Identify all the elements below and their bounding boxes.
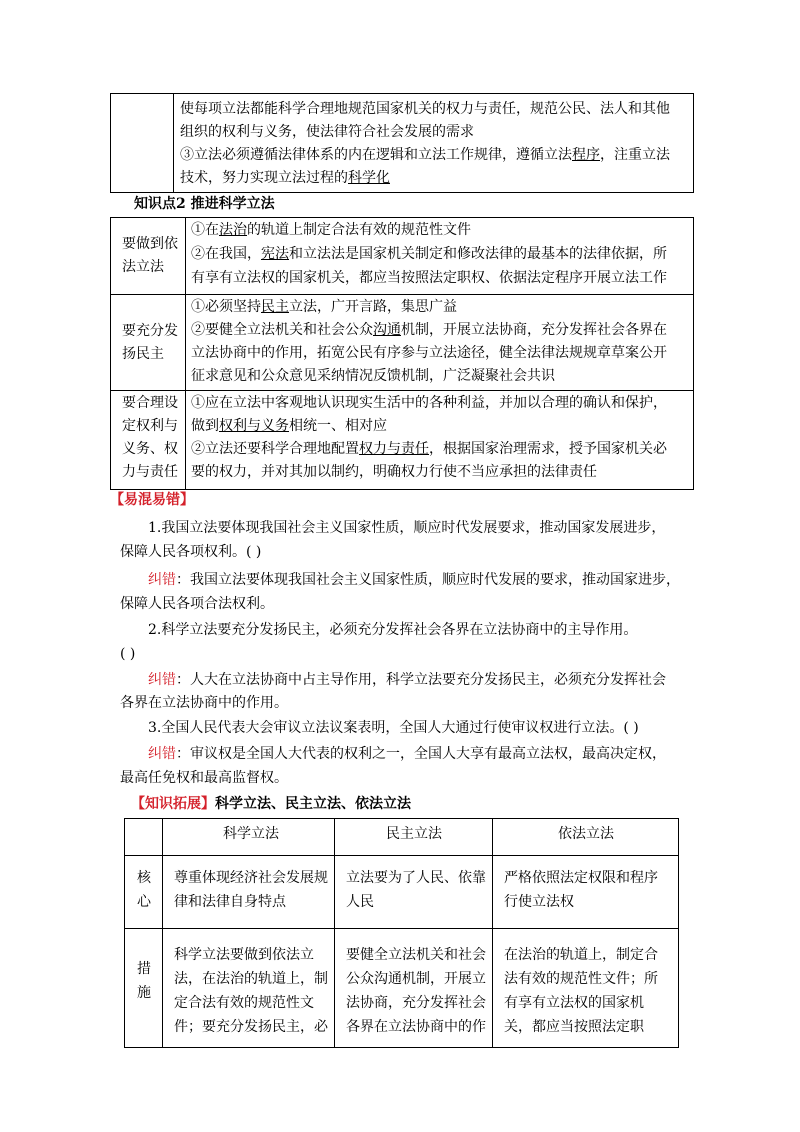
extension-title: 科学立法、民主立法、依法立法 bbox=[215, 796, 411, 812]
correction-1-line-2: 保障人民各项合法权利。 bbox=[120, 596, 274, 612]
row-content-cell: ①必须坚持民主立法，广开言路，集思广益 ②要健全立法机关和社会公众沟通机制，开展立法协商，充分发挥社会各界在 立法协商中的作用，拓宽公民有序参与立法途径，健全法律法规规章草案公开 征求意见和公众意见采纳情况反馈机制，广泛凝聚社会共识 bbox=[186, 295, 694, 391]
top-table-content-cell bbox=[174, 94, 694, 193]
correction-label: 纠错 bbox=[148, 746, 176, 762]
top-table bbox=[110, 93, 694, 193]
section-title: 知识点2 推进科学立法 bbox=[134, 196, 275, 212]
table-row bbox=[125, 819, 679, 856]
question-3-line-1: 3.全国人民代表大会审议立法议案表明，全国人大通过行使审议权进行立法。( ) bbox=[148, 720, 639, 736]
column-header: 依法立法 bbox=[493, 819, 679, 856]
question-2-line-1: 2.科学立法要充分发扬民主，必须充分发挥社会各界在立法协商中的主导作用。 bbox=[148, 622, 638, 638]
table-row bbox=[111, 218, 694, 295]
row-label-cell: 要充分发 扬民主 bbox=[111, 295, 186, 391]
table-row bbox=[111, 295, 694, 391]
top-line-4: 技术，努力实现立法过程的科学化 bbox=[180, 170, 390, 186]
extension-header: 【知识拓展】 bbox=[131, 796, 215, 812]
table-row bbox=[125, 929, 679, 1048]
confusion-header: 【易混易错】 bbox=[110, 492, 194, 508]
correction-3-line-2: 最高任免权和最高监督权。 bbox=[120, 770, 288, 786]
correction-3-line-1: 纠错：审议权是全国人大代表的权利之一，全国人大享有最高立法权，最高决定权， bbox=[148, 746, 666, 762]
table-cell: 立法要为了人民、依靠 人民 bbox=[335, 856, 493, 929]
question-1-line-1: 1.我国立法要体现我国社会主义国家性质，顺应时代发展要求，推动国家发展进步， bbox=[148, 520, 666, 536]
table-cell: 在法治的轨道上，制定合 法有效的规范性文件；所 有享有立法权的国家机 关，都应当按照法定职 bbox=[493, 929, 679, 1048]
correction-1-line-1: 纠错：我国立法要体现我国社会主义国家性质，顺应时代发展的要求，推动国家进步， bbox=[148, 572, 680, 588]
extension-heading bbox=[131, 794, 411, 814]
knowledge-table bbox=[110, 217, 694, 490]
correction-2-line-2: 各界在立法协商中的作用。 bbox=[120, 695, 288, 711]
top-line-2: 组织的权利与义务，使法律符合社会发展的需求 bbox=[180, 124, 474, 140]
table-cell: 严格依照法定权限和程序 行使立法权 bbox=[493, 856, 679, 929]
comparison-table bbox=[124, 818, 679, 1048]
question-2-line-2: ( ) bbox=[120, 646, 136, 662]
row-label-cell: 核 心 bbox=[125, 856, 163, 929]
column-header: 科学立法 bbox=[163, 819, 335, 856]
column-header: 民主立法 bbox=[335, 819, 493, 856]
table-row bbox=[125, 856, 679, 929]
table-cell: 科学立法要做到依法立 法，在法治的轨道上，制 定合法有效的规范性文 件；要充分发扬民主，必 bbox=[163, 929, 335, 1048]
row-content-cell: ①应在立法中客观地认识现实生活中的各种利益，并加以合理的确认和保护， 做到权利与义务相统一、相对应 ②立法还要科学合理地配置权力与责任，根据国家治理需求，授予国家机关必 要的权力，并对其加以制约，明确权力行使不当应承担的法律责任 bbox=[186, 391, 694, 490]
top-table-label-cell bbox=[111, 94, 174, 193]
table-cell: 尊重体现经济社会发展规 律和法律自身特点 bbox=[163, 856, 335, 929]
row-label-cell: 措 施 bbox=[125, 929, 163, 1048]
row-label-cell: 要做到依 法立法 bbox=[111, 218, 186, 295]
top-line-1: 使每项立法都能科学合理地规范国家机关的权力与责任，规范公民、法人和其他 bbox=[180, 101, 670, 117]
question-1-line-2: 保障人民各项权利。( ) bbox=[120, 544, 262, 560]
header-corner bbox=[125, 819, 163, 856]
row-content-cell: ①在法治的轨道上制定合法有效的规范性文件 ②在我国，宪法和立法法是国家机关制定和修改法律的最基本的法律依据，所 有享有立法权的国家机关，都应当按照法定职权、依据法定程序开展立法工作 bbox=[186, 218, 694, 295]
table-row bbox=[111, 391, 694, 490]
correction-label: 纠错 bbox=[148, 672, 176, 688]
table-cell: 要健全立法机关和社会 公众沟通机制，开展立 法协商，充分发挥社会 各界在立法协商中的作 bbox=[335, 929, 493, 1048]
correction-2-line-1: 纠错：人大在立法协商中占主导作用，科学立法要充分发扬民主，必须充分发挥社会 bbox=[148, 672, 666, 688]
correction-label: 纠错 bbox=[148, 572, 176, 588]
row-label-cell: 要合理设 定权利与 义务、权 力与责任 bbox=[111, 391, 186, 490]
top-line-3: ③立法必须遵循法律体系的内在逻辑和立法工作规律，遵循立法程序，注重立法 bbox=[180, 147, 670, 163]
